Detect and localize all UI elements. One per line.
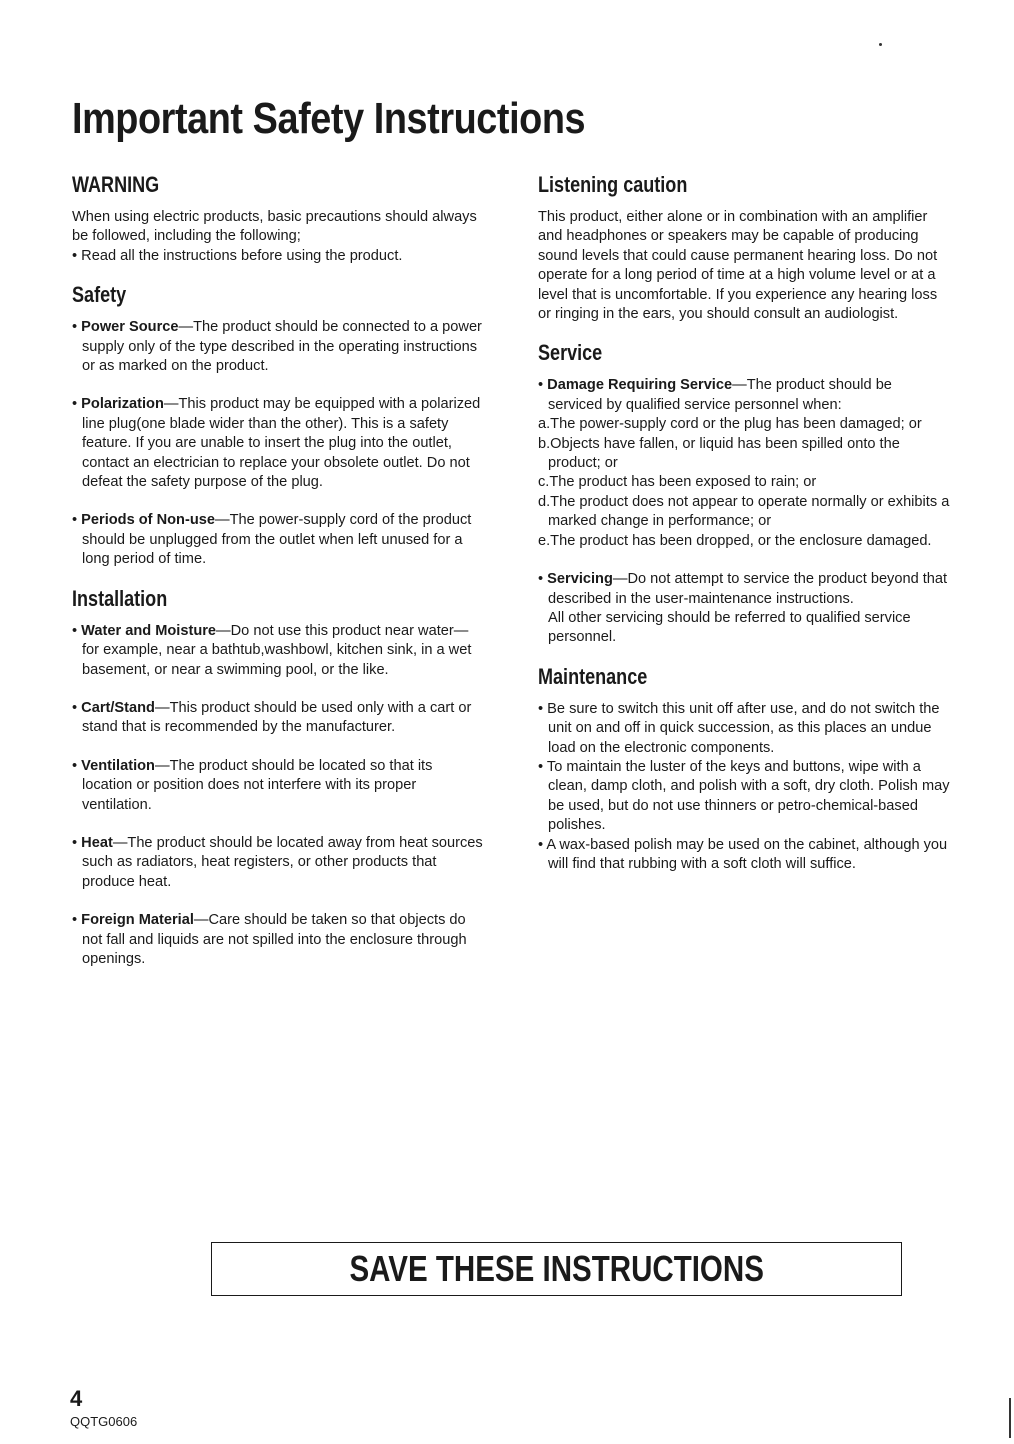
save-instructions-banner <box>211 1242 902 1296</box>
list-item: • Ventilation—The product should be located so that its location or position does not interfere with its proper ventilation. <box>72 757 433 813</box>
page-number: 4 <box>70 1386 83 1411</box>
list-item: • To maintain the luster of the keys and buttons, wipe with a clean, damp cloth, and polish with a soft, dry cloth. Polish may be used, but do not use thinners or petro-chemical-based polishes. <box>538 758 950 834</box>
save-instructions-text: SAVE THESE INSTRUCTIONS <box>349 1248 764 1289</box>
warning-heading: WARNING <box>72 172 160 197</box>
right-column <box>538 172 950 874</box>
list-item: • Damage Requiring Service—The product should be serviced by qualified service personnel when: <box>538 377 892 413</box>
service-subitem: c.The product has been exposed to rain; or <box>538 474 817 491</box>
safety-heading: Safety <box>72 282 127 308</box>
scan-dot <box>879 43 882 46</box>
scan-edge-mark <box>1009 1398 1011 1438</box>
list-item: • Heat—The product should be located away from heat sources such as radiators, heat registers, or other products that produce heat. <box>72 834 483 890</box>
list-item: • Polarization—This product may be equipped with a polarized line plug(one blade wider than the other). This is a safety feature. If you are unable to insert the plug into the outlet, contact an electrician to replace your obsolete outlet. Do not defeat the safety purpose of the plug. <box>72 396 481 491</box>
list-item: • Cart/Stand—This product should be used only with a cart or stand that is recommended by the manufacturer. <box>72 699 472 736</box>
list-item: • Be sure to switch this unit off after use, and do not switch the unit on and off in quick succession, as this places an undue load on the electronic components. <box>538 700 940 756</box>
service-subitem: b.Objects have fallen, or liquid has been spilled onto the product; or <box>538 435 900 472</box>
list-item: • Foreign Material—Care should be taken so that objects do not fall and liquids are not spilled into the enclosure through openings. <box>72 912 467 967</box>
list-item: • Periods of Non-use—The power-supply cord of the product should be unplugged from the outlet when left unused for a long period of time. <box>72 512 472 568</box>
list-item: • Power Source—The product should be connected to a power supply only of the type described in the operating instructions or as marked on the product. <box>72 319 482 375</box>
list-item: • Water and Moisture—Do not use this product near water—for example, near a bathtub,washbowl, kitchen sink, in a wet basement, or near a swimming pool, or the like. <box>72 622 472 678</box>
servicing-extra: All other servicing should be referred to qualified service personnel. <box>548 609 911 646</box>
document-code: QQTG0606 <box>70 1414 138 1429</box>
warning-text: When using electric products, basic precautions should always be followed, including the following; <box>72 209 477 245</box>
warning-bullet: • Read all the instructions before using the product. <box>72 247 403 264</box>
list-item: • A wax-based polish may be used on the cabinet, although you will find that rubbing with a soft cloth will suffice. <box>538 836 948 872</box>
service-heading: Service <box>538 340 603 366</box>
maintenance-heading: Maintenance <box>538 663 648 689</box>
service-subitem: d.The product does not appear to operate normally or exhibits a marked change in performance; or <box>538 493 950 530</box>
listening-heading: Listening caution <box>538 172 688 197</box>
service-subitem: e.The product has been dropped, or the enclosure damaged. <box>538 532 932 549</box>
service-subitem: a.The power-supply cord or the plug has been damaged; or <box>538 416 922 433</box>
left-column <box>72 172 484 969</box>
installation-heading: Installation <box>72 585 168 611</box>
listening-text: This product, either alone or in combination with an amplifier and headphones or speakers may be capable of producing sound levels that could cause permanent hearing loss. Do not operate for a long period of time at a high volume level or at a level that is uncomfortable. If you experience any hearing loss or ringing in the ears, you should consult an audiologist. <box>538 209 938 323</box>
list-item: • Servicing—Do not attempt to service the product beyond that described in the user-maintenance instructions. <box>538 571 948 607</box>
page-title: Important Safety Instructions <box>72 94 586 143</box>
